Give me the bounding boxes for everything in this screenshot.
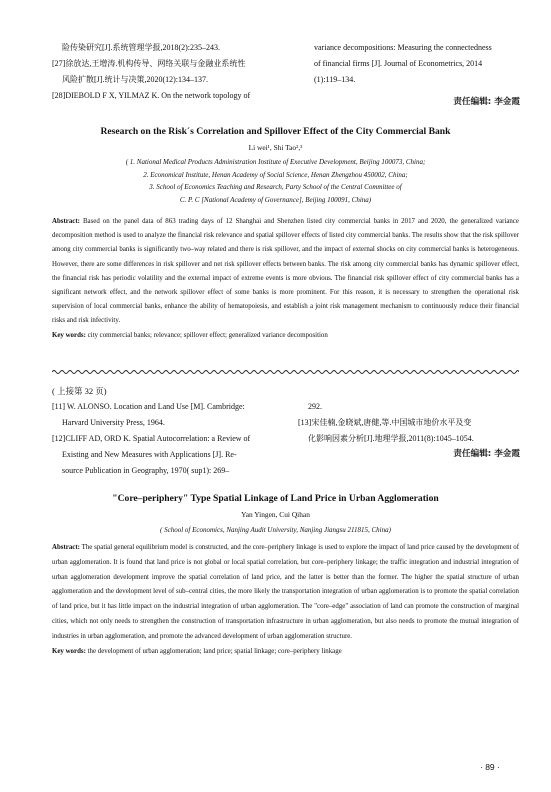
keywords-label: Key words: [52,331,86,339]
article-abstract [52,541,519,659]
affiliation-line: C. P. C [National Academy of Governance], Beijing 100091, China) [179,195,372,204]
responsible-editor: 责任编辑: 李金霞 [453,449,520,459]
wavy-divider [52,369,519,375]
article-abstract [52,215,519,343]
reference-27: [27]徐放达,王增涛.机构传导、网络关联与金融业系统性 [52,59,246,68]
references-left-mid [52,383,292,479]
affiliation-line: 3. School of Economics Teaching and Research, Party School of the Central Committee of [149,183,402,191]
abstract-label: Abstract: [52,544,80,551]
page-number: · 89 · [480,762,500,772]
affiliation-line: ( School of Economics, Nanjing Audit University, Nanjing Jiangsu 211815, China) [160,526,391,534]
reference-13: [13]宋佳楠,金晓斌,唐健,等.中国城市地价水平及变 [298,418,472,427]
reference-line: Existing and New Measures with Applications [J]. Re- [62,450,237,459]
abstract-text: The spatial general equilibrium model is constructed, and the core–periphery linkage is used to explore the impact of land price caused by the development of urban agglomeration. It is found that land price is not global or local spatial correlation, but core–periphery linkage; the traffic integration and industrial integration of urban agglomeration development improve the spatial correlation of land price, and the latter is better than the former. The higher the spatial structure of urban agglomeration and the development level of sub–central cities, the more likely the transportation integration of urban agglomeration is to promote the spatial correlation of land price, but it has little impact on the industrial integration of urban agglomeration. The "core–edge" association of land can promote the construction of marginal cities, which not only needs to strengthen the construction of transportation infrastructure in urban agglomeration, but also needs to promote the mutual integration of industries in urban agglomeration, and promote the advanced development of urban agglomeration structure. [52,544,519,640]
article-title: Research on the Risk´s Correlation and Spillover Effect of the City Commercial Bank [100,126,451,137]
abstract-label: Abstract: [52,218,80,225]
keywords-text: the development of urban agglomeration; land price; spatial linkage; core–periphery linkage [87,647,342,655]
affiliation-line: 2. Economical Institute, Henan Academy of Social Science, Henan Zhengzhou 450002, China; [143,170,408,179]
references-right-top [314,40,520,88]
keywords-text: city commercial banks; relevance; spillover effect; generalized variance decomposition [87,331,328,339]
reference-line: of financial firms [J]. Journal of Econometrics, 2014 [314,59,483,68]
article-authors: Li wei¹, Shi Tao²,³ [248,143,303,152]
reference-line: source Publication in Geography, 1970( sup1): 269– [62,466,230,475]
references-left-top [52,40,287,104]
abstract-text: Based on the panel data of 863 trading days of 12 Shanghai and Shenzhen listed city commercial banks in 2017 and 2020, the generalized variance decomposition method is used to analyze the financial risk relevance and spatial spillover effects of listed city commercial banks. The results show that the risk spillover among city commercial banks is significantly two–way related and there is risk spillover, and the impact of external shocks on city commercial banks is heterogeneous. However, there are some differences in risk spillover and net risk spillover effects between banks. The risk among city commercial banks has dynamic spillover effect, the financial risk has periodic volatility and the external impact of extreme events is more obvious. The financial risk spillover effect of city commercial banks has a significant network effect, and the network spillover effect of some banks is more prominent. For this reason, it is necessary to strengthen the operational risk supervision of local commercial banks, enhance the ability of hematopoiesis, and establish a joint risk management mechanism to continuously reduce their financial risks and risk infectivity. [52,218,519,325]
reference-line: Harvard University Press, 1964. [62,418,165,427]
keywords-label: Key words: [52,647,86,655]
article-authors: Yan Yingen, Cui Qihan [241,510,310,519]
reference-line: 风险扩散[J].统计与决策,2020(12):134–137. [62,75,208,84]
reference-line: (1):119–134. [314,75,356,84]
reference-line: 化影响因素分析[J].地理学报,2011(8):1045–1054. [308,434,474,443]
affiliation-line: ( 1. National Medical Products Administration Institute of Executive Development, Beijing 100073, China; [125,158,426,166]
reference-line: variance decompositions: Measuring the connectedness [314,43,492,52]
author-affiliations [20,156,531,206]
reference-line: 险传染研究[J].系统管理学报,2018(2):235–243. [62,43,220,52]
references-right-mid [298,399,523,447]
author-affiliations [20,524,531,537]
reference-12: [12]CLIFF AD, ORD K. Spatial Autocorrelation: a Review of [52,434,251,443]
reference-28: [28]DIEBOLD F X, YILMAZ K. On the network topology of [52,91,251,100]
responsible-editor: 责任编辑: 李金霞 [453,97,520,107]
continued-note: ( 上接第 32 页) [52,386,107,396]
reference-line: 292. [308,402,322,411]
reference-11: [11] W. ALONSO. Location and Land Use [M]. Cambridge: [52,402,245,411]
article-title: "Core–periphery" Type Spatial Linkage of Land Price in Urban Agglomeration [112,493,439,504]
